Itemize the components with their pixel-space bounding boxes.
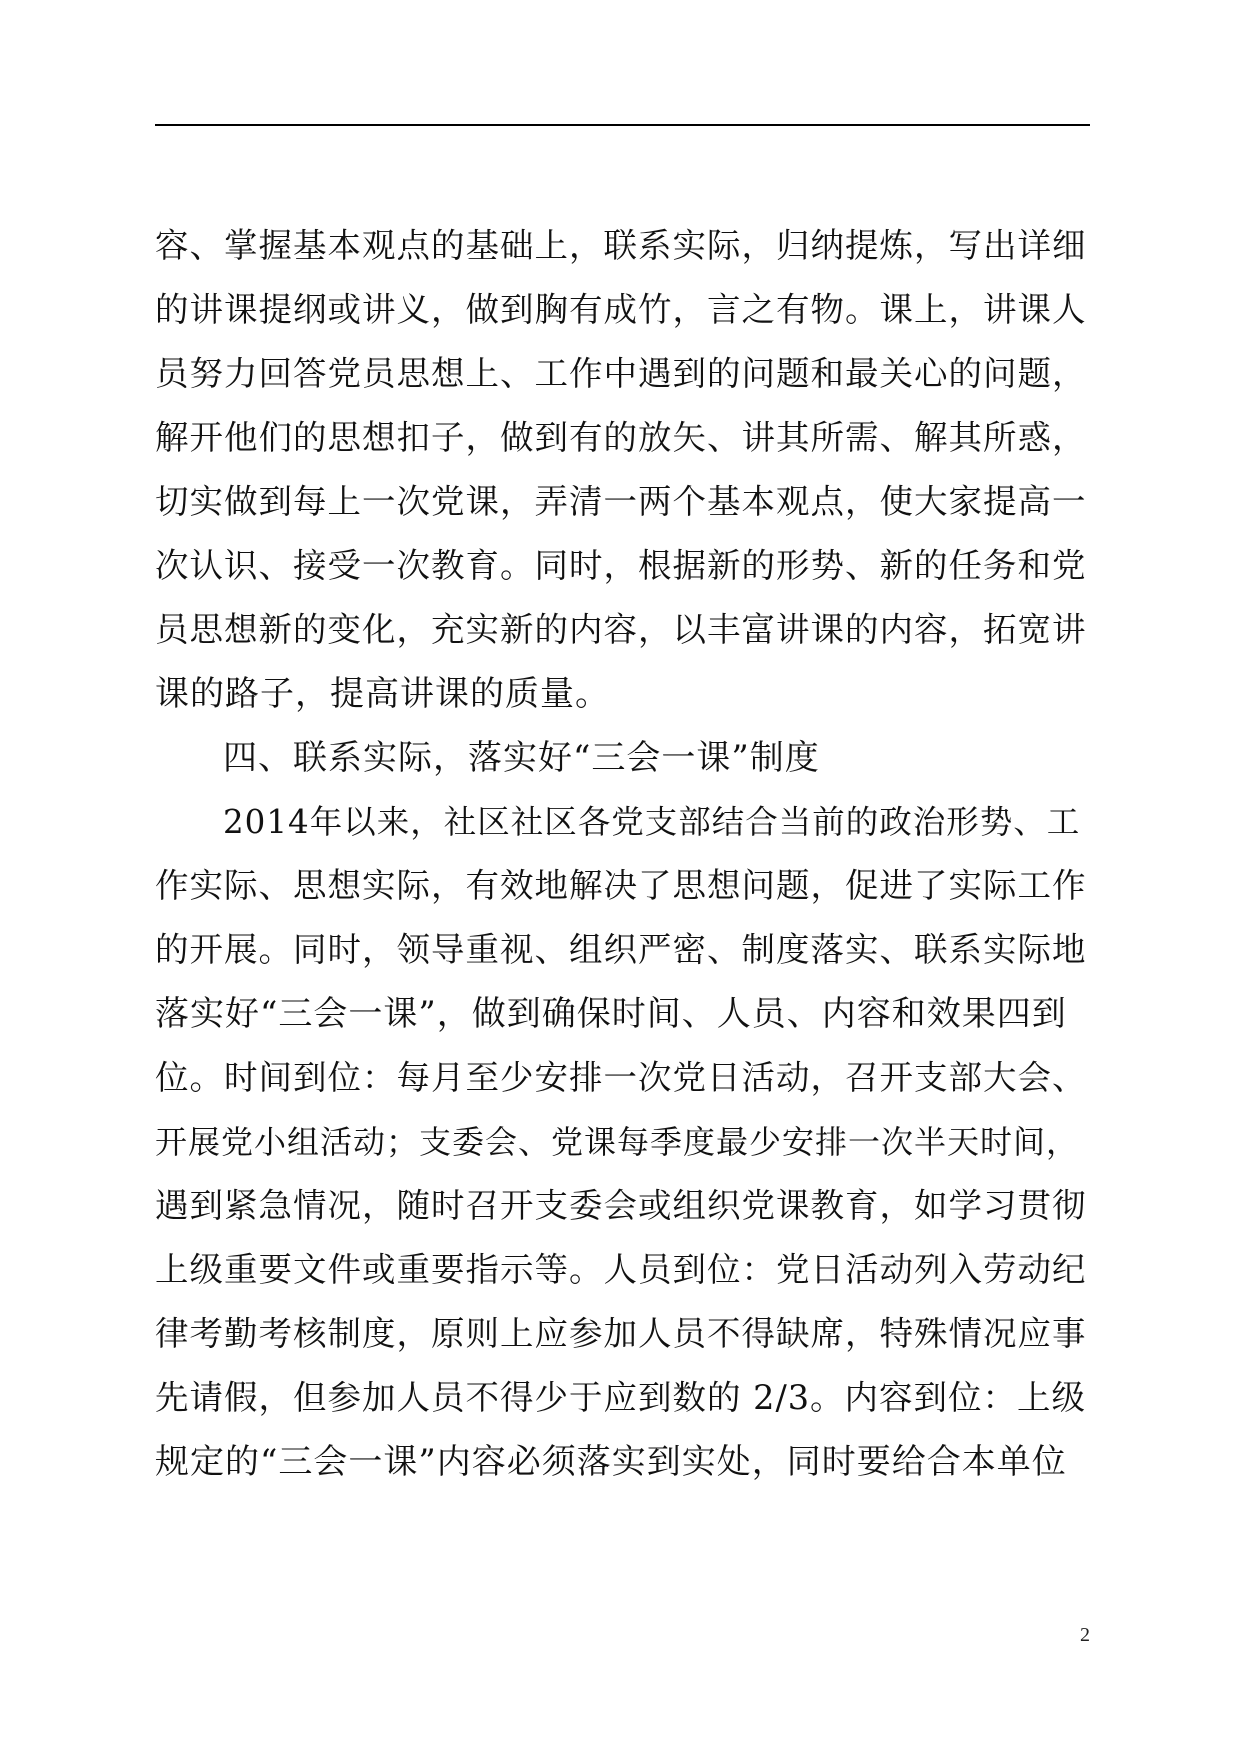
body-line: 遇到紧急情况，随时召开支委会或组织党课教育，如学习贯彻 [155, 1186, 1087, 1225]
body-line: 作实际、思想实际，有效地解决了思想问题，促进了实际工作 [155, 866, 1087, 905]
body-line: 解开他们的思想扣子，做到有的放矢、讲其所需、解其所惑， [155, 418, 1087, 457]
body-line: 员努力回答党员思想上、工作中遇到的问题和最关心的问题， [155, 354, 1087, 393]
body-line: 位。时间到位：每月至少安排一次党日活动，召开支部大会、 [155, 1058, 1087, 1097]
body-line: 开展党小组活动；支委会、党课每季度最少安排一次半天时间， [155, 1123, 1080, 1161]
body-line: 上级重要文件或重要指示等。人员到位：党日活动列入劳动纪 [155, 1250, 1087, 1289]
body-line: 切实做到每上一次党课，弄清一两个基本观点，使大家提高一 [155, 482, 1087, 521]
header-rule [155, 124, 1090, 126]
body-line: 的开展。同时，领导重视、组织严密、制度落实、联系实际地 [155, 930, 1087, 969]
body-line: 2014年以来，社区社区各党支部结合当前的政治形势、工 [223, 803, 1081, 841]
body-line: 课的路子，提高讲课的质量。 [155, 674, 610, 714]
body-line: 落实好“三会一课”，做到确保时间、人员、内容和效果四到 [155, 994, 1067, 1034]
body-line: 规定的“三会一课”内容必须落实到实处，同时要给合本单位 [155, 1442, 1067, 1482]
body-line: 容、掌握基本观点的基础上，联系实际，归纳提炼，写出详细 [155, 226, 1087, 265]
body-line: 先请假，但参加人员不得少于应到数的 2/3。内容到位：上级 [155, 1378, 1087, 1417]
section-heading: 四、联系实际，落实好“三会一课”制度 [223, 738, 820, 778]
body-line: 的讲课提纲或讲义，做到胸有成竹，言之有物。课上，讲课人 [155, 290, 1087, 329]
body-line: 次认识、接受一次教育。同时，根据新的形势、新的任务和党 [155, 546, 1087, 585]
page-number: 2 [1080, 1624, 1090, 1646]
body-line: 员思想新的变化，充实新的内容，以丰富讲课的内容，拓宽讲 [155, 610, 1087, 649]
body-line: 律考勤考核制度，原则上应参加人员不得缺席，特殊情况应事 [155, 1314, 1087, 1353]
